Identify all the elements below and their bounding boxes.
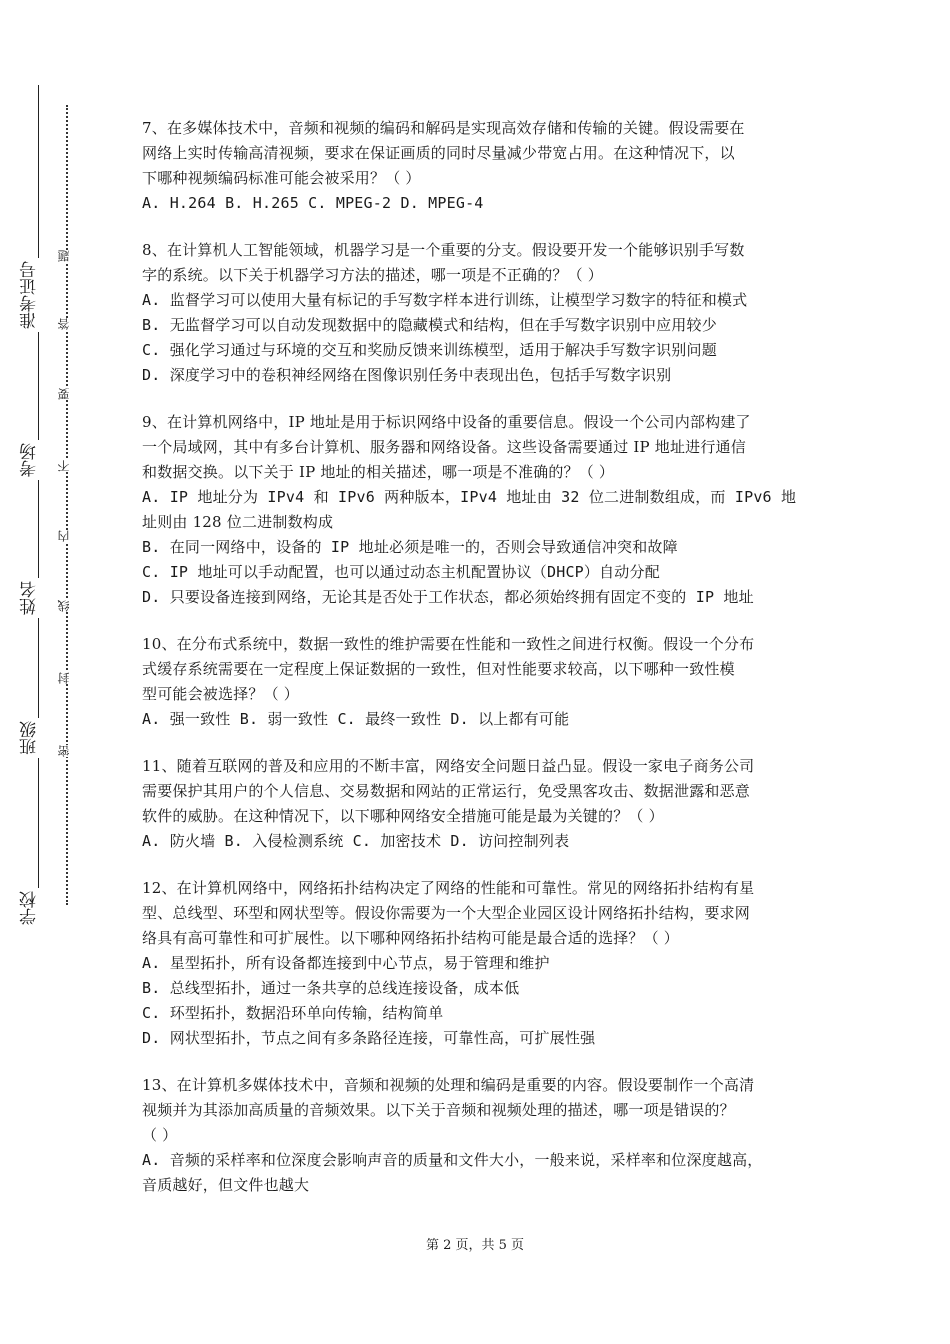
- seal-char: 内: [58, 530, 76, 542]
- field-exam-room-label: 考场: [22, 440, 52, 480]
- question-stem-line: 一个局域网，其中有多台计算机、服务器和网络设备。这些设备需要通过 IP 地址进行通信: [142, 438, 746, 456]
- field-class-label: 班级: [22, 718, 52, 758]
- binding-solid-line: [38, 85, 39, 905]
- question-stem-line: 12、在计算机网络中，网络拓扑结构决定了网络的性能和可靠性。常见的网络拓扑结构有星: [142, 879, 755, 897]
- binding-dotted-line: [66, 105, 68, 905]
- seal-char: 要: [58, 388, 76, 400]
- question-option-d: D. 网状型拓扑，节点之间有多条路径连接，可靠性高，可扩展性强: [142, 1029, 596, 1047]
- question-10: [142, 632, 814, 732]
- question-12: [142, 876, 814, 1051]
- question-option-a: A. 监督学习可以使用大量有标记的手写数字样本进行训练，让模型学习数字的特征和模式: [142, 291, 748, 309]
- question-option-c: C. IP 地址可以手动配置，也可以通过动态主机配置协议（DHCP）自动分配: [142, 563, 660, 581]
- question-stem-line: 7、在多媒体技术中，音频和视频的编码和解码是实现高效存储和传输的关键。假设需要在: [142, 119, 745, 137]
- question-stem-line: 软件的威胁。在这种情况下，以下哪种网络安全措施可能是最为关键的？（ ）: [142, 807, 664, 825]
- question-stem-line: 字的系统。以下关于机器学习方法的描述，哪一项是不正确的？（ ）: [142, 266, 603, 284]
- question-option-b: B. 在同一网络中，设备的 IP 地址必须是唯一的，否则会导致通信冲突和故障: [142, 538, 678, 556]
- field-school-label: 学校: [22, 888, 52, 928]
- question-13: [142, 1073, 814, 1198]
- question-11: [142, 754, 814, 854]
- field-exam-number-label: 准考证号: [22, 258, 52, 332]
- field-name-label: 姓名: [22, 578, 52, 618]
- page-footer: 第 2 页，共 5 页: [425, 1238, 525, 1253]
- question-stem-line: 网络上实时传输高清视频，要求在保证画质的同时尽量减少带宽占用。在这种情况下，以: [142, 144, 735, 162]
- seal-char: 线: [58, 600, 76, 612]
- seal-char: 答: [58, 318, 76, 330]
- question-stem-line: 型可能会被选择？（ ）: [142, 685, 299, 703]
- question-option-a-cont: 音质越好，但文件也越大: [142, 1176, 310, 1194]
- question-7: [142, 116, 814, 216]
- question-stem-line: 和数据交换。以下关于 IP 地址的相关描述，哪一项是不准确的？（ ）: [142, 463, 615, 481]
- seal-char: 题: [58, 250, 76, 262]
- question-option-d: D. 只要设备连接到网络，无论其是否处于工作状态，都必须始终拥有固定不变的 IP 地址: [142, 588, 754, 606]
- question-stem-line: 8、在计算机人工智能领域，机器学习是一个重要的分支。假设要开发一个能够识别手写数: [142, 241, 745, 259]
- question-stem-line: 式缓存系统需要在一定程度上保证数据的一致性，但对性能要求较高，以下哪种一致性模: [142, 660, 735, 678]
- question-stem-line: 视频并为其添加高质量的音频效果。以下关于音频和视频处理的描述，哪一项是错误的？: [142, 1101, 735, 1119]
- question-9: [142, 410, 814, 610]
- question-option-c: C. 环型拓扑，数据沿环单向传输，结构简单: [142, 1004, 444, 1022]
- question-stem-line: 11、随着互联网的普及和应用的不断丰富，网络安全问题日益凸显。假设一家电子商务公司: [142, 757, 755, 775]
- question-option-c: C. 强化学习通过与环境的交互和奖励反馈来训练模型，适用于解决手写数字识别问题: [142, 341, 717, 359]
- question-option-a-cont: 址则由 128 位二进制数构成: [142, 513, 334, 531]
- question-option-a: A. 星型拓扑，所有设备都连接到中心节点，易于管理和维护: [142, 954, 550, 972]
- question-8: [142, 238, 814, 388]
- question-stem-line: 9、在计算机网络中，IP 地址是用于标识网络中设备的重要信息。假设一个公司内部构建了: [142, 413, 751, 431]
- question-option-a: A. 音频的采样率和位深度会影响声音的质量和文件大小，一般来说，采样率和位深度越高，: [142, 1151, 763, 1169]
- question-stem-line: 下哪种视频编码标准可能会被采用？（ ）: [142, 169, 421, 187]
- question-stem-line: 10、在分布式系统中，数据一致性的维护需要在性能和一致性之间进行权衡。假设一个分布: [142, 635, 755, 653]
- question-options-line: A. H.264 B. H.265 C. MPEG-2 D. MPEG-4: [142, 194, 484, 212]
- question-option-a: A. IP 地址分为 IPv4 和 IPv6 两种版本，IPv4 地址由 32 位二进制数组成，而 IPv6 地: [142, 488, 797, 506]
- seal-char: 密: [58, 745, 76, 757]
- question-stem-line: 需要保护其用户的个人信息、交易数据和网站的正常运行，免受黑客攻击、数据泄露和恶意: [142, 782, 751, 800]
- question-stem-line: 型、总线型、环型和网状型等。假设你需要为一个大型企业园区设计网络拓扑结构，要求网: [142, 904, 751, 922]
- seal-char: 不: [58, 460, 76, 472]
- question-option-d: D. 深度学习中的卷积神经网络在图像识别任务中表现出色，包括手写数字识别: [142, 366, 672, 384]
- question-stem-line: （ ）: [142, 1126, 178, 1144]
- question-option-b: B. 无监督学习可以自动发现数据中的隐藏模式和结构，但在手写数字识别中应用较少: [142, 316, 717, 334]
- question-stem-line: 络具有高可靠性和可扩展性。以下哪种网络拓扑结构可能是最合适的选择？（ ）: [142, 929, 679, 947]
- question-option-b: B. 总线型拓扑，通过一条共享的总线连接设备，成本低: [142, 979, 520, 997]
- question-list: [142, 116, 814, 1220]
- question-options-line: A. 强一致性 B. 弱一致性 C. 最终一致性 D. 以上都有可能: [142, 710, 570, 728]
- seal-char: 封: [58, 672, 76, 684]
- question-options-line: A. 防火墙 B. 入侵检测系统 C. 加密技术 D. 访问控制列表: [142, 832, 570, 850]
- question-stem-line: 13、在计算机多媒体技术中，音频和视频的处理和编码是重要的内容。假设要制作一个高清: [142, 1076, 755, 1094]
